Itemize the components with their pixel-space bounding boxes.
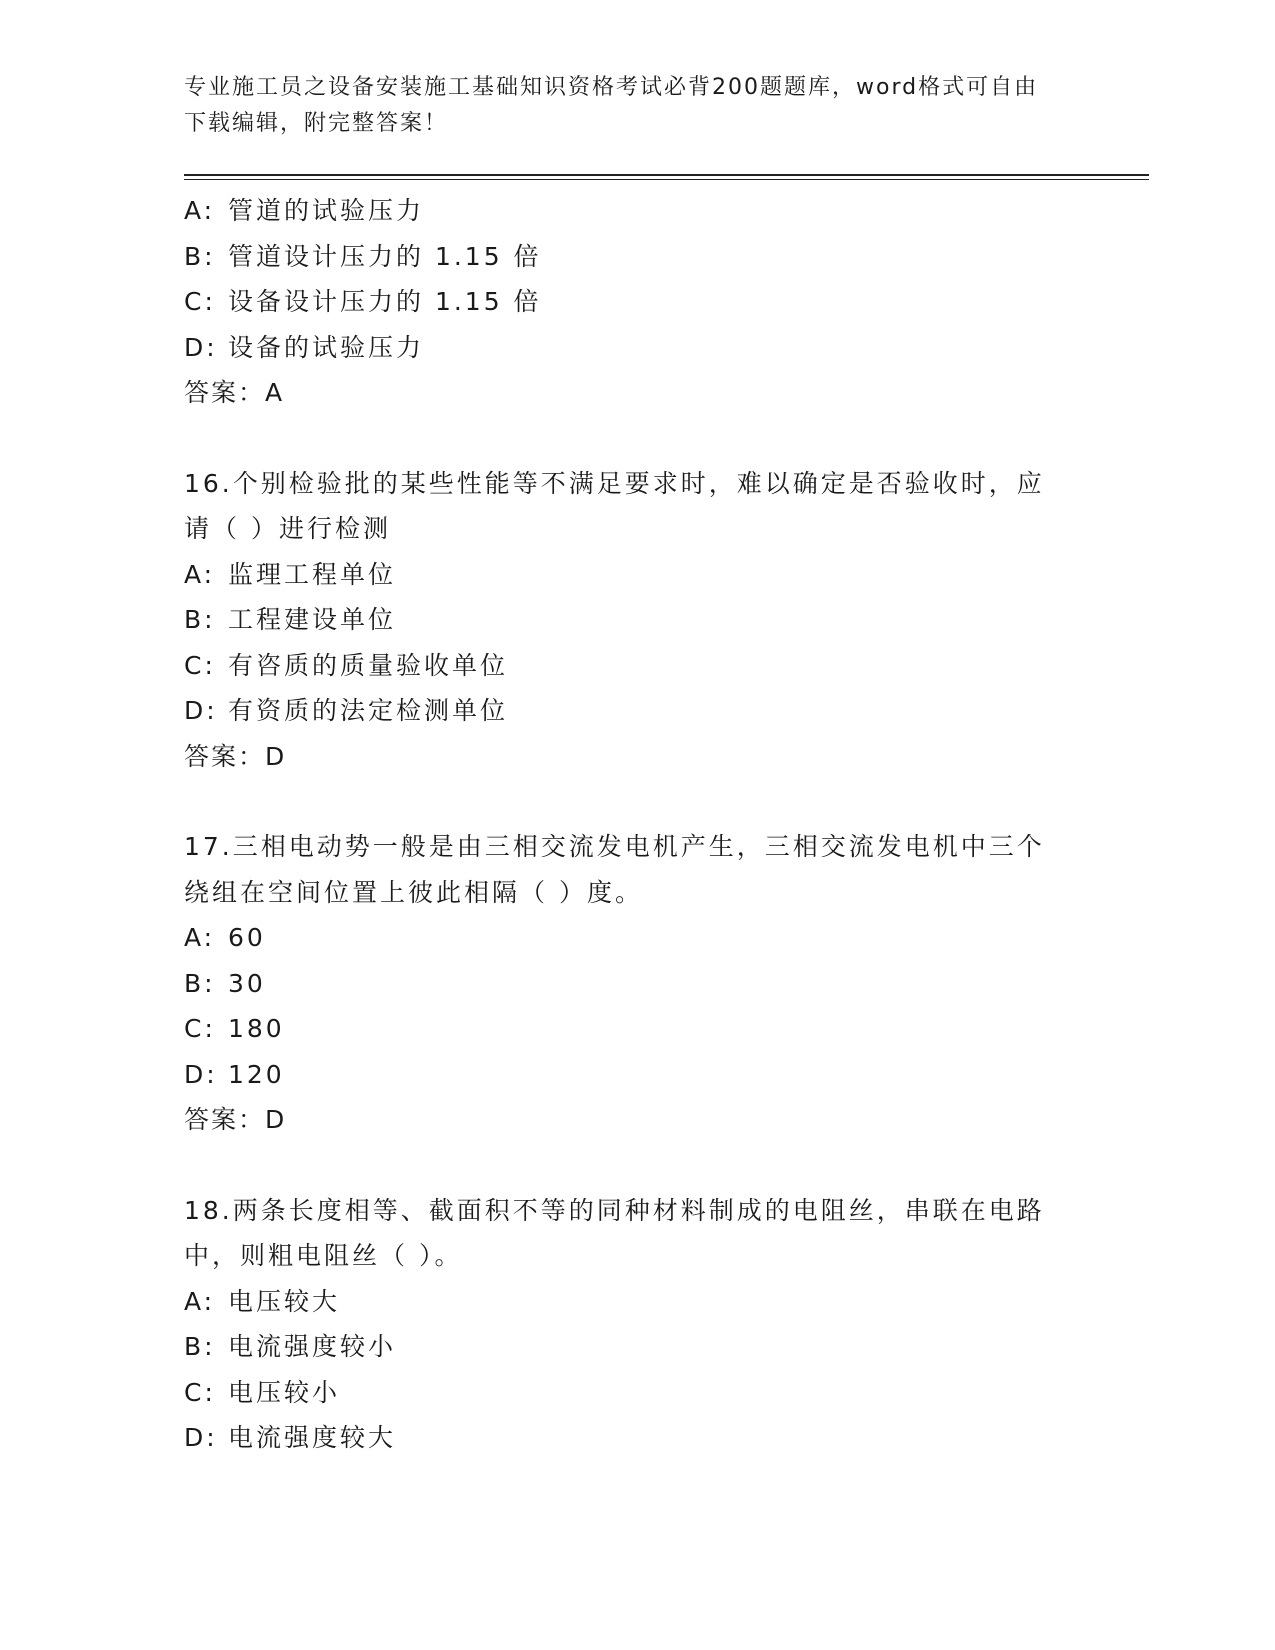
document-header [184,70,1064,142]
option-label: B: [184,1332,216,1361]
option-text: 有咨质的质量验收单位 [228,650,509,680]
option-b [184,597,1084,643]
header-rule-thin [184,179,1149,180]
option-text: 120 [228,1059,285,1089]
option-label: D: [184,332,218,362]
option-label: C: [184,650,216,680]
option-label: C: [184,287,216,316]
option-d [184,1415,1084,1461]
option-a [184,915,1084,961]
question-16 [184,461,1084,780]
option-text: 管道设计压力的 1.15 倍 [228,241,542,271]
option-label: A: [184,559,216,589]
option-text: 有资质的法定检测单位 [228,696,509,725]
question-text-line-2: 中，则粗电阻丝（ ）。 [184,1241,463,1270]
option-label: B: [184,968,216,998]
option-text: 电流强度较小 [228,1332,397,1361]
option-text: 60 [228,923,266,952]
option-text: 30 [228,968,266,998]
option-d [184,1052,1084,1098]
question-gap [184,416,1084,461]
question-text-line-2: 绕组在空间位置上彼此相隔（ ）度。 [184,877,643,907]
option-c [184,1370,1084,1416]
option-a [184,1279,1084,1325]
option-d [184,325,1084,371]
option-label: A: [184,923,216,952]
option-text: 电压较大 [228,1286,341,1316]
question-17 [184,824,1084,1143]
header-rule-thick [184,174,1149,176]
option-b [184,961,1084,1007]
question-gap [184,779,1084,824]
option-text: 180 [228,1014,285,1043]
option-text: 电压较小 [228,1377,341,1407]
option-text: 监理工程单位 [228,559,397,589]
option-text: 管道的试验压力 [228,196,425,225]
answer-line: 答案：A [184,378,285,407]
option-label: D: [184,696,218,725]
option-label: A: [184,196,216,225]
question-text-line-1: 16.个别检验批的某些性能等不满足要求时，难以确定是否验收时，应 [184,468,1045,498]
option-d [184,688,1084,734]
option-label: B: [184,241,216,271]
question-gap [184,1143,1084,1188]
question-15 [184,188,1084,416]
option-a [184,188,1084,234]
option-c [184,279,1084,325]
question-list [184,188,1084,1461]
option-text: 工程建设单位 [228,605,397,634]
option-b [184,1324,1084,1370]
option-label: A: [184,1286,216,1316]
option-text: 电流强度较大 [228,1423,397,1452]
question-18 [184,1188,1084,1461]
header-line-2: 下载编辑，附完整答案！ [184,111,449,136]
option-b [184,234,1084,280]
option-c [184,1006,1084,1052]
question-text-line-1: 18.两条长度相等、截面积不等的同种材料制成的电阻丝，串联在电路 [184,1195,1045,1225]
option-label: D: [184,1059,218,1089]
header-line-1: 专业施工员之设备安装施工基础知识资格考试必背200题题库，word格式可自由 [184,75,1039,100]
answer-line: 答案：D [184,741,287,771]
option-text: 设备的试验压力 [228,332,425,362]
option-label: C: [184,1377,216,1407]
option-label: B: [184,605,216,634]
option-label: D: [184,1423,218,1452]
option-a [184,552,1084,598]
option-c [184,643,1084,689]
option-label: C: [184,1014,216,1043]
option-text: 设备设计压力的 1.15 倍 [228,287,542,316]
answer-line: 答案：D [184,1105,287,1134]
question-text-line-1: 17.三相电动势一般是由三相交流发电机产生，三相交流发电机中三个 [184,832,1045,861]
question-text-line-2: 请（ ）进行检测 [184,514,391,543]
